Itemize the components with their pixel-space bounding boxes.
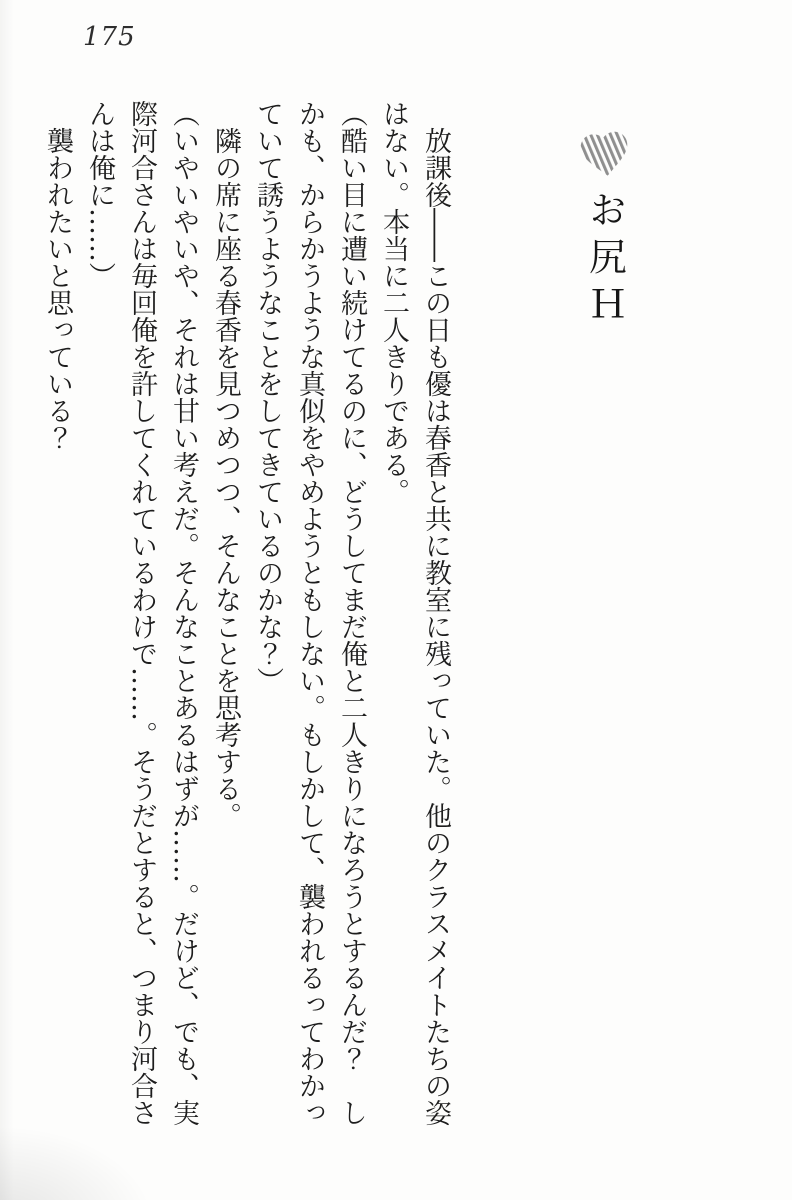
chapter-title: お尻Ｈ	[582, 190, 627, 332]
body-text	[36, 100, 456, 1130]
paragraph: （酷い目に遭い続けてるのに、どうしてまだ俺と二人きりになろうとするんだ？ しかも、からかうような真似をやめようともしない。もしかして、襲われるってわかっていて誘うようなことをしてきているのかな？）	[252, 100, 367, 1126]
striped-heart-icon	[575, 126, 635, 182]
chapter-heading	[574, 126, 636, 331]
paragraph: 放課後――この日も優は春香と共に教室に残っていた。他のクラスメイトたちの姿はない。本当に二人きりである。	[378, 100, 451, 1126]
paragraph: （いやいやいや、それは甘い考えだ。そんなことあるはずが……。だけど、でも、実際河合さんは毎回俺を許してくれているわけで……。そうだとすると、つまり河合さんは俺に……）	[84, 100, 199, 1126]
paragraph: 襲われたいと思っている？	[42, 127, 73, 451]
paragraph: 隣の席に座る春香を見つめつつ、そんなことを思考する。	[210, 127, 241, 829]
page-number: 175	[83, 22, 136, 52]
